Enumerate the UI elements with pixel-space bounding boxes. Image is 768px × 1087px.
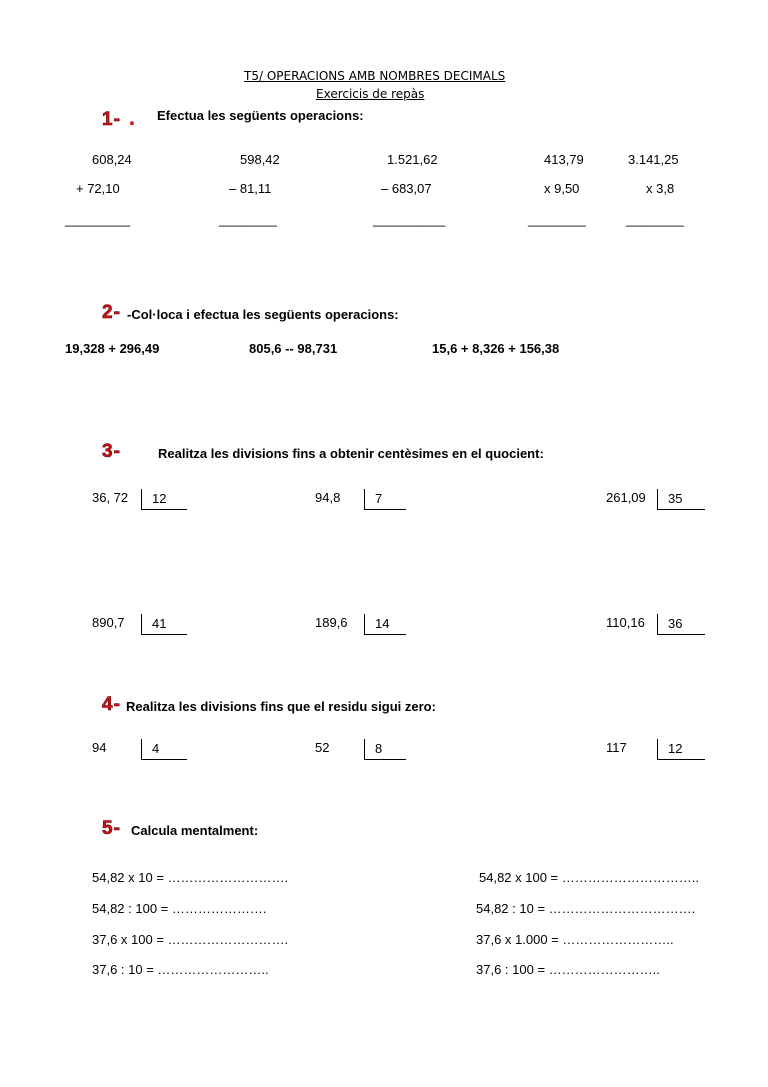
division-3-6-divisor: 36	[657, 614, 705, 635]
op-1-top: 608,24	[92, 152, 132, 167]
division-4-2-dividend: 52	[315, 740, 330, 755]
mental-right-3: 37,6 x 1.000 = ……………………..	[476, 932, 674, 947]
op-4-top: 413,79	[544, 152, 584, 167]
division-4-2-divisor: 8	[364, 739, 406, 760]
division-4-1-dividend: 94	[92, 740, 107, 755]
op-1-bottom: + 72,10	[76, 181, 120, 196]
section-4-number: 4-	[102, 694, 121, 715]
division-4-3-dividend: 117	[606, 740, 627, 755]
op-2-3: 15,6 + 8,326 + 156,38	[432, 341, 560, 356]
section-2-title: -Col·loca i efectua les següents operacions:	[127, 307, 399, 322]
mental-right-1: 54,82 x 100 = …………………………..	[479, 870, 699, 885]
section-5-number: 5-	[102, 818, 121, 839]
mental-left-4: 37,6 : 10 = ……………………..	[92, 962, 269, 977]
section-3-title: Realitza les divisions fins a obtenir centèsimes en el quocient:	[158, 446, 544, 461]
section-5-title: Calcula mentalment:	[131, 823, 259, 838]
op-2-top: 598,42	[240, 152, 280, 167]
section-3-number: 3-	[102, 441, 121, 462]
division-3-4-dividend: 890,7	[92, 615, 125, 630]
op-5-line: ________	[626, 212, 684, 227]
op-5-bottom: x 3,8	[646, 181, 675, 196]
division-3-5-dividend: 189,6	[315, 615, 348, 630]
section-4-title: Realitza les divisions fins que el residu sigui zero:	[126, 699, 436, 714]
op-4-bottom: x 9,50	[544, 181, 580, 196]
op-1-line: _________	[65, 212, 131, 227]
op-2-bottom: – 81,11	[229, 181, 272, 196]
op-2-line: ________	[219, 212, 277, 227]
mental-right-4: 37,6 : 100 = ……………………..	[476, 962, 660, 977]
op-2-2: 805,6 -- 98,731	[249, 341, 338, 356]
division-3-4-divisor: 41	[141, 614, 187, 635]
division-3-2-dividend: 94,8	[315, 490, 341, 505]
division-3-1-divisor: 12	[141, 489, 187, 510]
page-subtitle: Exercicis de repàs	[316, 87, 425, 101]
division-4-3-divisor: 12	[657, 739, 705, 760]
op-3-top: 1.521,62	[387, 152, 438, 167]
op-3-bottom: – 683,07	[381, 181, 432, 196]
mental-right-2: 54,82 : 10 = …………………………….	[476, 901, 696, 916]
op-4-line: ________	[528, 212, 586, 227]
division-3-3-divisor: 35	[657, 489, 705, 510]
op-3-line: __________	[373, 212, 446, 227]
division-3-2-divisor: 7	[364, 489, 406, 510]
division-3-5-divisor: 14	[364, 614, 406, 635]
division-4-1-divisor: 4	[141, 739, 187, 760]
page-title: T5/ OPERACIONS AMB NOMBRES DECIMALS	[244, 69, 506, 83]
mental-left-3: 37,6 x 100 = ……………………….	[92, 932, 289, 947]
division-3-6-dividend: 110,16	[606, 615, 645, 630]
mental-left-1: 54,82 x 10 = ……………………….	[92, 870, 289, 885]
division-3-1-dividend: 36, 72	[92, 490, 129, 505]
division-3-3-dividend: 261,09	[606, 490, 646, 505]
op-2-1: 19,328 + 296,49	[65, 341, 160, 356]
mental-left-2: 54,82 : 100 = ………………….	[92, 901, 267, 916]
section-1-title: Efectua les següents operacions:	[157, 108, 364, 123]
section-1-number: 1- .	[102, 104, 137, 131]
section-2-number: 2-	[102, 302, 121, 323]
op-5-top: 3.141,25	[628, 152, 679, 167]
